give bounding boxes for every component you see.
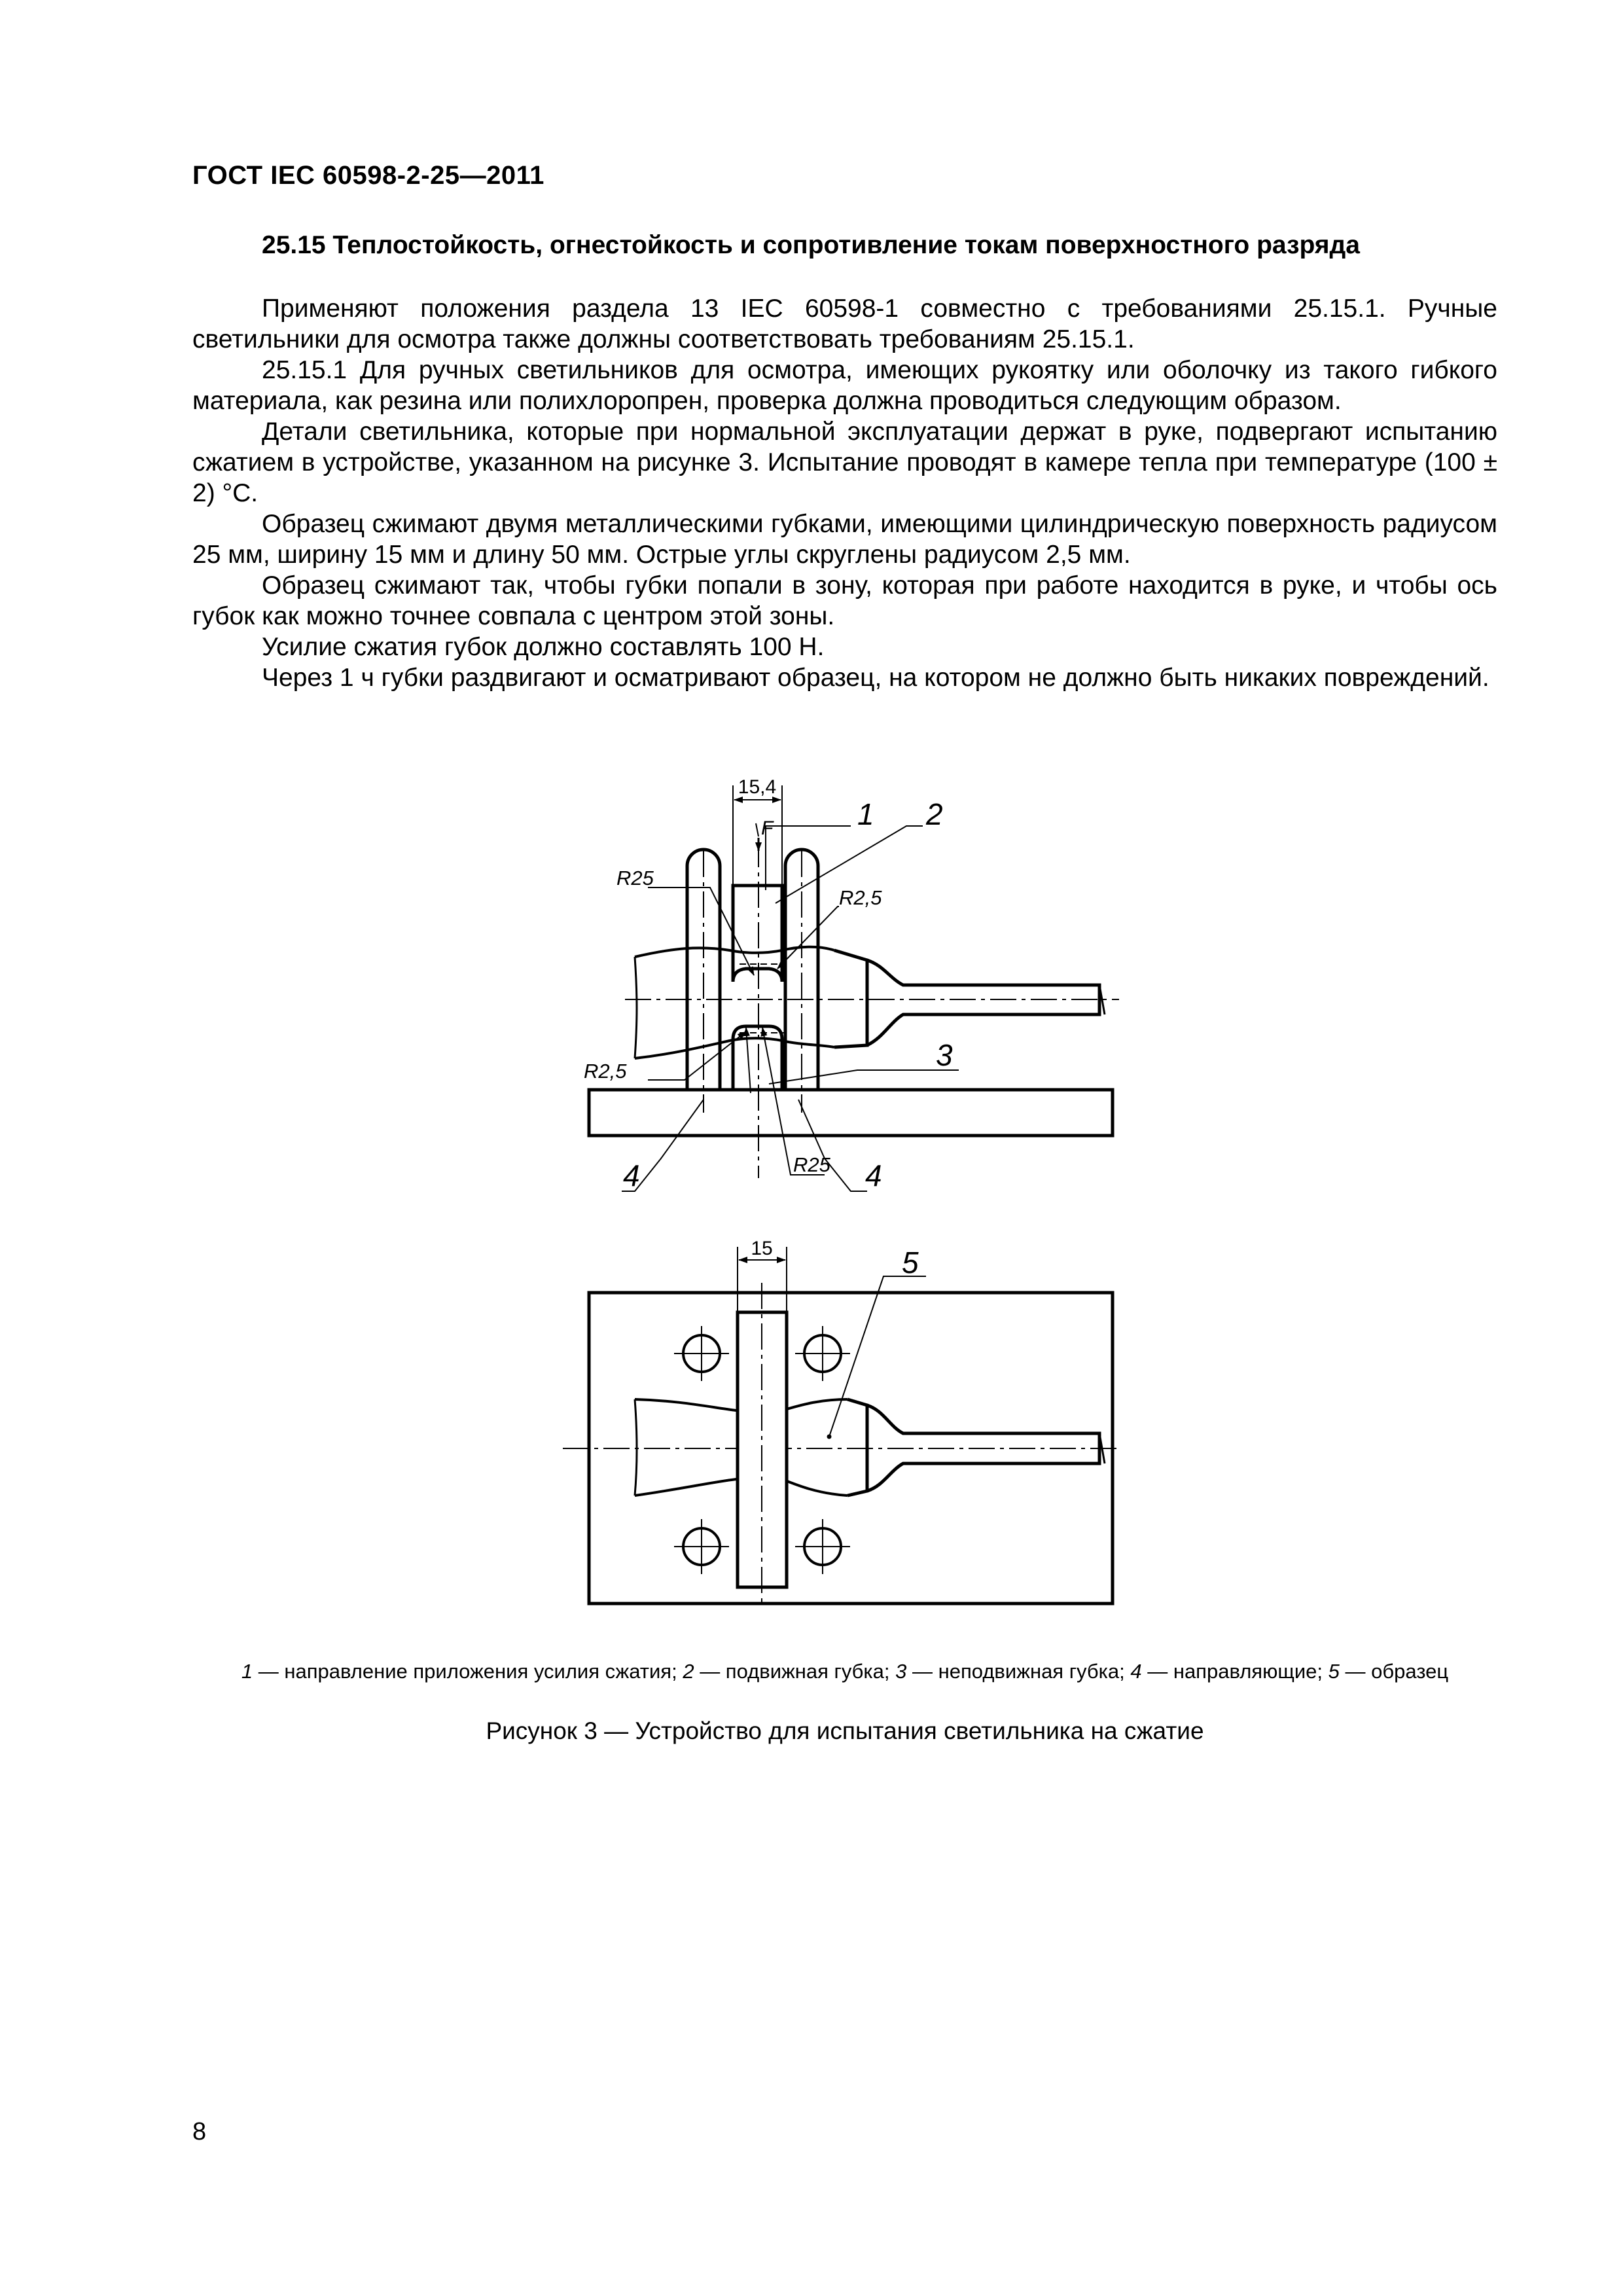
compression-test-device-figure: [569, 759, 1145, 1649]
paragraph: Образец сжимают двумя металлическими губками, имеющими цилиндрическую поверхность радиусом 25 мм, ширину 15 мм и длину 50 мм. Острые углы скруглены радиусом 2,5 мм.: [192, 510, 1497, 569]
base-plate: [589, 1090, 1113, 1136]
paragraph: Образец сжимают так, чтобы губки попали в зону, которая при работе находится в руке, и чтобы ось губок как можно точнее совпала с центром этой зоны.: [192, 571, 1497, 630]
force-label: F: [761, 817, 774, 839]
paragraph: Через 1 ч губки раздвигают и осматривают образец, на котором не должно быть никаких повреждений.: [262, 664, 1489, 692]
specimen-shaft: [867, 960, 1099, 1045]
paragraph: 25.15.1 Для ручных светильников для осмотра, имеющих рукоятку или оболочку из такого гибкого материала, как резина или полихлоропрен, проверка должна проводиться следующим образом.: [192, 356, 1497, 415]
leader-4-right: [798, 1100, 867, 1191]
legend-text: — направление приложения усилия сжатия;: [253, 1660, 683, 1683]
document-header: ГОСТ IEC 60598-2-25—2011: [192, 161, 544, 190]
callout-label: 3: [936, 1038, 953, 1072]
legend-text: — направляющие;: [1141, 1660, 1329, 1683]
side-view: [589, 785, 1119, 1191]
radius-label: R25: [793, 1153, 830, 1176]
callout-label: 5: [902, 1246, 919, 1280]
body-text: [192, 293, 1497, 693]
leader-3: [769, 1070, 959, 1084]
page-number: 8: [192, 2118, 207, 2145]
figure-legend: [192, 1660, 1497, 1683]
legend-text: — образец: [1339, 1660, 1449, 1683]
side-view-labels: [584, 776, 953, 1193]
callout-label: 2: [926, 797, 943, 831]
plan-view: [563, 1247, 1119, 1604]
callout-label: 4: [865, 1158, 882, 1193]
paragraph: Детали светильника, которые при нормальной эксплуатации держат в руке, подвергают испытанию сжатием в устройстве, указанном на рисунке 3. Испытание проводят в камере тепла при температуре (100 ± 2) °С.: [192, 418, 1497, 507]
dimension-label: 15,4: [738, 776, 777, 798]
leader-r25-upper: [648, 888, 754, 975]
legend-number: 4: [1130, 1660, 1142, 1683]
legend-number: 5: [1328, 1660, 1340, 1683]
dimension-label: 15: [751, 1238, 773, 1259]
radius-label: R2,5: [839, 886, 882, 909]
technical-drawing: [569, 759, 1145, 1649]
legend-text: — подвижная губка;: [694, 1660, 896, 1683]
legend-text: — неподвижная губка;: [906, 1660, 1131, 1683]
legend-number: 1: [241, 1660, 253, 1683]
radius-label: R25: [616, 867, 654, 889]
legend-number: 3: [895, 1660, 907, 1683]
upper-jaw: [733, 886, 782, 982]
callout-label: 4: [623, 1158, 640, 1193]
section-title: 25.15 Теплостойкость, огнестойкость и сопротивление токам поверхностного разряда: [262, 231, 1360, 259]
paragraph: Применяют положения раздела 13 IEC 60598-1 совместно с требованиями 25.15.1. Ручные светильники для осмотра также должны соответствовать требованиям 25.15.1.: [192, 295, 1497, 353]
callout-label: 1: [857, 797, 874, 831]
specimen-break-line: [635, 957, 637, 1058]
legend-number: 2: [683, 1660, 694, 1683]
paragraph: Усилие сжатия губок должно составлять 100 Н.: [262, 633, 825, 661]
radius-label: R2,5: [584, 1060, 627, 1083]
plan-view-labels: [751, 1238, 919, 1280]
figure-caption: Рисунок 3 — Устройство для испытания светильника на сжатие: [486, 1717, 1204, 1744]
leader-1: [766, 826, 851, 890]
